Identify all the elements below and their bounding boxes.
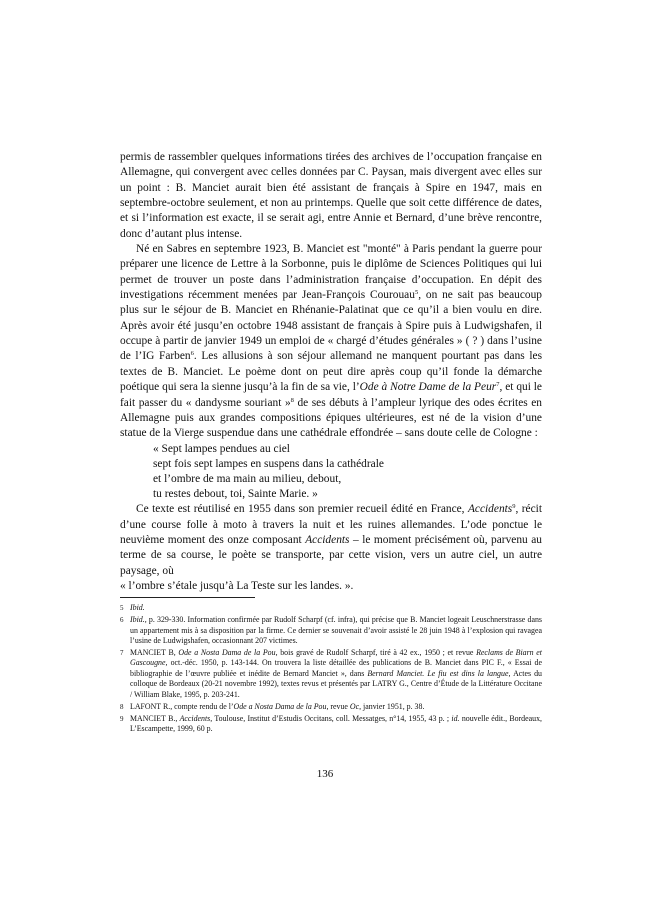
- footnotes: [120, 603, 542, 736]
- footnote-italic: id.: [451, 713, 460, 723]
- main-text: [120, 150, 542, 594]
- footnote-number: 5: [120, 604, 124, 612]
- footnote-number: 8: [120, 702, 124, 711]
- footnote-italic: Ode a Nosta Dama de la Pou: [178, 648, 276, 657]
- verse-line: « Sept lampes pendues au ciel: [153, 442, 290, 455]
- verse-line: et l’ombre de ma main au milieu, debout,: [153, 472, 342, 485]
- text-segment: Ce texte est réutilisé en 1955 dans son premier recueil édité en France,: [136, 503, 468, 516]
- footnote-italic: Ibid.: [130, 603, 145, 612]
- footnote-ref-8[interactable]: 8: [290, 396, 294, 404]
- footnote-ref-9[interactable]: 9: [512, 503, 516, 511]
- text-segment: , et qui le fait passer du « dandysme souriant »: [120, 381, 542, 409]
- verse-quotation: [153, 442, 542, 503]
- footnote-number: 6: [120, 616, 124, 625]
- footnote-text: , bois gravé de Rudolf Scharpf, tiré à 42 ex., 1950 ; et revue: [275, 648, 477, 657]
- footnote-text: , Actes du colloque de Bordeaux (20-21 novembre 1992), textes revus et présentés par LATRY G., Centre d’Étude de la Littérature Occitane / William Blake, 1995, p. 203-241.: [130, 668, 542, 699]
- text-segment: – le moment précisément où, parvenu au terme de sa course, le poète se transporte, par cette vision, vers un autre ciel, un autre paysage, où: [120, 534, 542, 577]
- paragraph-2: [120, 242, 542, 441]
- footnote-text: , revue: [326, 701, 350, 711]
- text-segment: Né en Sabres en septembre 1923, B. Manciet est "monté" à Paris pendant la guerre pour préparer une licence de Lettre à la Sorbonne, puis le diplôme de Sciences Politiques qui lui permet de trouver un poste dans l’administration française d’occupation. En dépit des investigations récemment menées par Jean-François Courouau: [120, 243, 542, 302]
- footnote-text: LAFONT R., compte rendu de l’: [130, 701, 234, 711]
- footnote-number: 9: [120, 714, 124, 723]
- text-segment: , récit d’une course folle à moto à travers la nuit et les ruines allemandes. L’ode ponctue le neuvième moment des onze composant: [120, 503, 542, 547]
- footnote-7: [120, 648, 542, 700]
- footnote-ref-5[interactable]: 5: [414, 289, 419, 297]
- footnote-text: , oct.-déc. 1950, p. 143-144. On trouvera la liste détaillée des publications de B. Manciet dans PIC F., « Essai de bibliographie de l’œuvre publiée et inédite de Bernard Manciet », dans: [130, 658, 542, 678]
- footnote-5: [120, 603, 542, 613]
- footnote-italic: Reclams de Biarn et Gascougne: [130, 648, 542, 668]
- footnote-text: MANCIET B,: [130, 648, 179, 657]
- page-number: 136: [316, 768, 334, 780]
- footnote-8: [120, 702, 542, 712]
- footnote-italic: Ode a Nosta Dama de la Pou: [233, 701, 327, 711]
- closing-quote: « l’ombre s’étale jusqu’à La Teste sur les landes. ».: [120, 580, 354, 593]
- paragraph-1: permis de rassembler quelques informations tirées des archives de l’occupation française en Allemagne, qui convergent avec celles données par C. Paysan, mais divergent avec elles sur un point : B. Manciet aurait bien été assistant de français à Spire en 1947, mais en septembre-octobre seulement, et non au printemps. Quelle que soit cette différence de dates, et si l’information est exacte, il se serait agi, entre Annie et Bernard, d’une brève rencontre, donc d’autant plus intense.: [120, 151, 542, 240]
- footnote-text: MANCIET B.,: [130, 713, 180, 723]
- footnote-text: , p. 329-330. Information confirmée par Rudolf Scharpf (cf. infra), qui précise que B. Manciet logeait Leuschnerstrasse dans un appartement mis à sa disposition par la firme. Ce dernier se souvenait d’avoir assisté le 28 juin 1948 à l’explosion qui ravagea l’usine de Ludwigshafen, occasionnant 207 victimes.: [130, 615, 542, 645]
- footnote-text: nouvelle édit., Bordeaux, L’Escampette, 1999, 60 p.: [130, 713, 542, 734]
- title-accidents: Accidents: [467, 503, 513, 516]
- footnote-9: [120, 714, 542, 735]
- verse-line: tu restes debout, toi, Sainte Marie. »: [153, 488, 318, 501]
- footnote-text: , Toulouse, Institut d’Estudis Occitans, coll. Messatges, n°14, 1955, 43 p. ;: [210, 713, 452, 723]
- text-segment: , on ne sait pas beaucoup plus sur le séjour de B. Manciet en Rhénanie-Palatinat que ce qu’il a bien voulu en dire. Après avoir été jusqu’en octobre 1948 assistant de français à Spire puis à Ludwigshafen, il occupe à partir de janvier 1949 un emploi de « chargé d’études générales » ( ? ) dans l’usine de l’IG Farben: [120, 289, 542, 363]
- footnote-separator: [120, 597, 255, 598]
- footnote-ref-7[interactable]: 7: [496, 381, 500, 389]
- footnote-italic: Oc: [349, 701, 360, 711]
- footnote-6: [120, 615, 542, 646]
- text-segment: de ses débuts à l’ampleur lyrique des odes écrites en Allemagne puis aux grandes compositions épiques ultérieures, est né de la vision d’une statue de la Vierge suspendue dans une cathédrale effondrée – sans doute celle de Cologne :: [120, 396, 542, 440]
- footnote-ref-6[interactable]: 6: [190, 350, 194, 358]
- footnote-number: 7: [120, 649, 124, 657]
- footnote-italic: Accidents: [179, 713, 211, 723]
- verse-line: sept fois sept lampes en suspens dans la cathédrale: [153, 457, 384, 470]
- text-segment: . Les allusions à son séjour allemand ne manquent pourtant pas dans les textes de B. Manciet. Le poème dont on peut dire après coup qu’il fonde la démarche poétique qui sera la sienne jusqu’à la fin de sa vie, l’: [120, 350, 542, 394]
- title-ode: Ode à Notre Dame de la Peur: [359, 381, 497, 394]
- footnote-italic: Bernard Manciet. Le fiu est dins la langue: [367, 668, 509, 678]
- paragraph-3: [120, 502, 542, 579]
- footnote-italic: Ibid.: [130, 615, 145, 625]
- title-accidents: Accidents: [305, 534, 350, 547]
- footnote-text: , janvier 1951, p. 38.: [359, 701, 425, 711]
